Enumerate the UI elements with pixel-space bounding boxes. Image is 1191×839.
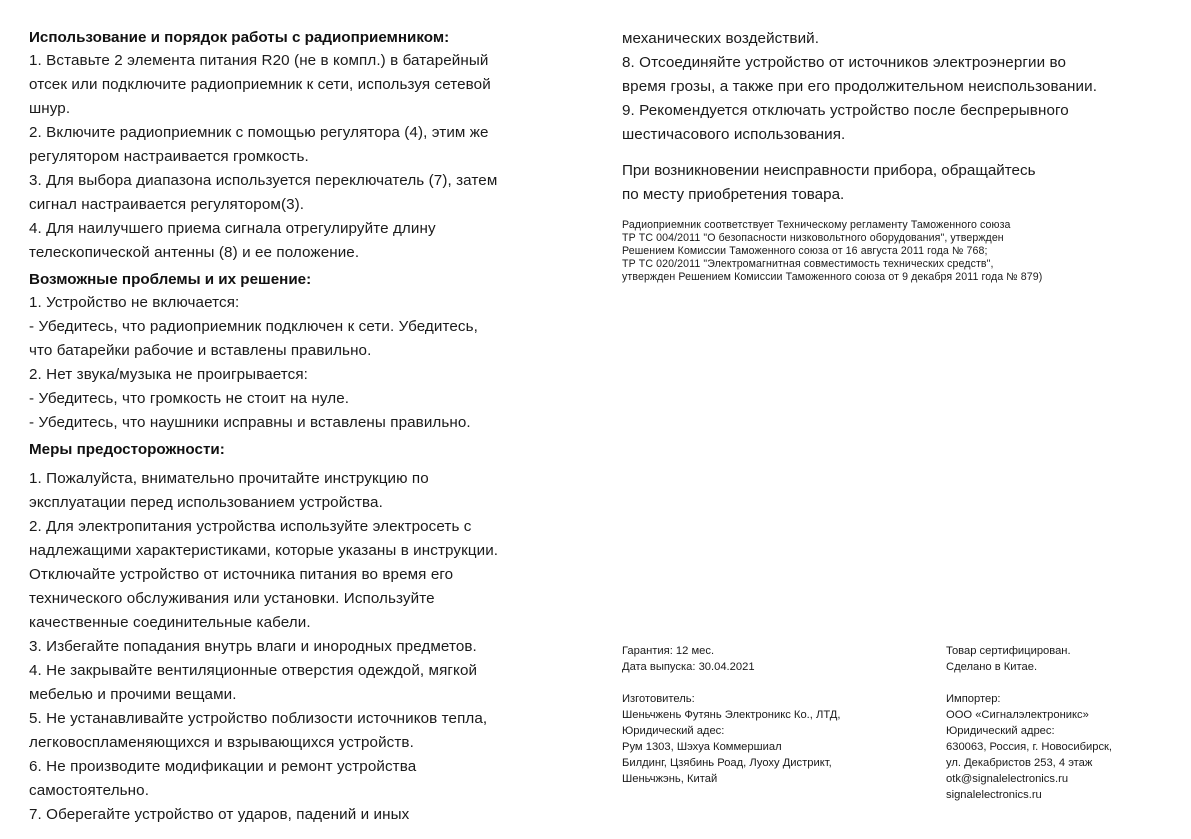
importer-line: ООО «Сигналэлектроникс» — [946, 709, 1089, 721]
problems-line: 2. Нет звука/музыка не проигрывается: — [29, 366, 309, 383]
usage-line: регулятором настраивается громкость. — [29, 148, 309, 165]
precautions-line: 1. Пожалуйста, внимательно прочитайте инструкцию по — [29, 470, 429, 487]
compliance-line: ТР ТС 020/2011 "Электромагнитная совместимость технических средств", — [622, 258, 994, 270]
importer-line: 630063, Россия, г. Новосибирск, — [946, 741, 1113, 753]
precautions-line: эксплуатации перед использованием устройства. — [29, 494, 383, 511]
problems-section — [29, 291, 589, 435]
usage-line: шнур. — [29, 100, 71, 117]
manufacturer-line: Юридический адес: — [622, 725, 725, 737]
usage-line: 1. Вставьте 2 элемента питания R20 (не в компл.) в батарейный — [29, 52, 489, 69]
compliance-line: утвержден Решением Комиссии Таможенного союза от 9 декабря 2011 года № 879) — [622, 271, 1043, 283]
compliance-line: ТР ТС 004/2011 "О безопасности низковольтного оборудования", утвержден — [622, 232, 1004, 244]
precautions-line: 4. Не закрывайте вентиляционные отверстия одеждой, мягкой — [29, 662, 478, 679]
precautions-continued-line: 8. Отсоединяйте устройство от источников электроэнергии во — [622, 54, 1067, 71]
usage-section — [29, 49, 589, 265]
manufacturer-line: Рум 1303, Шэхуа Коммершиал — [622, 741, 782, 753]
importer-line: Импортер: — [946, 693, 1001, 705]
usage-line: сигнал настраивается регулятором(3). — [29, 196, 305, 213]
notice-line: При возникновении неисправности прибора, обращайтесь — [622, 162, 1036, 179]
problems-line: 1. Устройство не включается: — [29, 294, 240, 311]
precautions-line: самостоятельно. — [29, 782, 150, 799]
made-in-text: Сделано в Китае. — [946, 661, 1038, 673]
precautions-heading: Меры предосторожности: — [29, 441, 225, 458]
problems-line: - Убедитесь, что наушники исправны и вставлены правильно. — [29, 414, 471, 431]
usage-line: телескопической антенны (8) и ее положение. — [29, 244, 360, 261]
manufacturer-line: Билдинг, Цзябинь Роад, Луоху Дистрикт, — [622, 757, 832, 769]
precautions-line: надлежащими характеристиками, которые указаны в инструкции. — [29, 542, 499, 559]
precautions-continued — [622, 27, 1162, 147]
manufacturer-line: Шеньчжень Футянь Электроникс Ко., ЛТД, — [622, 709, 841, 721]
precautions-continued-line: время грозы, а также при его продолжительном неиспользовании. — [622, 78, 1098, 95]
footer-right — [946, 643, 1176, 803]
compliance-line: Решением Комиссии Таможенного союза от 16 августа 2011 года № 768; — [622, 245, 988, 257]
precautions-line: Отключайте устройство от источника питания во время его — [29, 566, 454, 583]
precautions-line: 3. Избегайте попадания внутрь влаги и инородных предметов. — [29, 638, 477, 655]
precautions-line: 2. Для электропитания устройства используйте электросеть с — [29, 518, 472, 535]
precautions-continued-line: 9. Рекомендуется отключать устройство после беспрерывного — [622, 102, 1069, 119]
service-notice — [622, 159, 1162, 207]
importer-line: signalelectronics.ru — [946, 789, 1042, 801]
usage-heading: Использование и порядок работы с радиоприемником: — [29, 29, 450, 46]
problems-line: - Убедитесь, что громкость не стоит на нуле. — [29, 390, 350, 407]
precautions-line: 5. Не устанавливайте устройство поблизости источников тепла, — [29, 710, 488, 727]
warranty-text: Гарантия: 12 мес. — [622, 645, 715, 657]
problems-line: что батарейки рабочие и вставлены правильно. — [29, 342, 372, 359]
precautions-line: легковоспламеняющихся и взрывающихся устройств. — [29, 734, 414, 751]
problems-heading: Возможные проблемы и их решение: — [29, 271, 312, 288]
importer-block — [946, 691, 1176, 803]
release-date-text: Дата выпуска: 30.04.2021 — [622, 661, 755, 673]
usage-line: отсек или подключите радиоприемник к сети, используя сетевой — [29, 76, 491, 93]
precautions-line: 7. Оберегайте устройство от ударов, падений и иных — [29, 806, 410, 823]
usage-line: 4. Для наилучшего приема сигнала отрегулируйте длину — [29, 220, 436, 237]
precautions-continued-line: шестичасового использования. — [622, 126, 846, 143]
precautions-line: качественные соединительные кабели. — [29, 614, 311, 631]
problems-line: - Убедитесь, что радиоприемник подключен к сети. Убедитесь, — [29, 318, 478, 335]
usage-line: 3. Для выбора диапазона используется переключатель (7), затем — [29, 172, 498, 189]
manufacturer-block — [622, 691, 922, 787]
left-column — [29, 27, 589, 827]
importer-line: ул. Декабристов 253, 4 этаж — [946, 757, 1093, 769]
right-column — [622, 27, 1162, 284]
precautions-continued-line: механических воздействий. — [622, 30, 820, 47]
compliance-line: Радиоприемник соответствует Техническому регламенту Таможенного союза — [622, 219, 1011, 231]
importer-line: Юридический адрес: — [946, 725, 1055, 737]
footer-left — [622, 643, 922, 787]
precautions-line: технического обслуживания или установки. Используйте — [29, 590, 435, 607]
precautions-section — [29, 467, 589, 827]
precautions-line: мебелью и прочими вещами. — [29, 686, 237, 703]
precautions-line: 6. Не производите модификации и ремонт устройства — [29, 758, 417, 775]
manufacturer-line: Изготовитель: — [622, 693, 695, 705]
manufacturer-line: Шеньчжэнь, Китай — [622, 773, 718, 785]
importer-line: otk@signalelectronics.ru — [946, 773, 1069, 785]
usage-line: 2. Включите радиоприемник с помощью регулятора (4), этим же — [29, 124, 489, 141]
compliance-text — [622, 219, 1162, 284]
notice-line: по месту приобретения товара. — [622, 186, 845, 203]
certified-text: Товар сертифицирован. — [946, 645, 1071, 657]
